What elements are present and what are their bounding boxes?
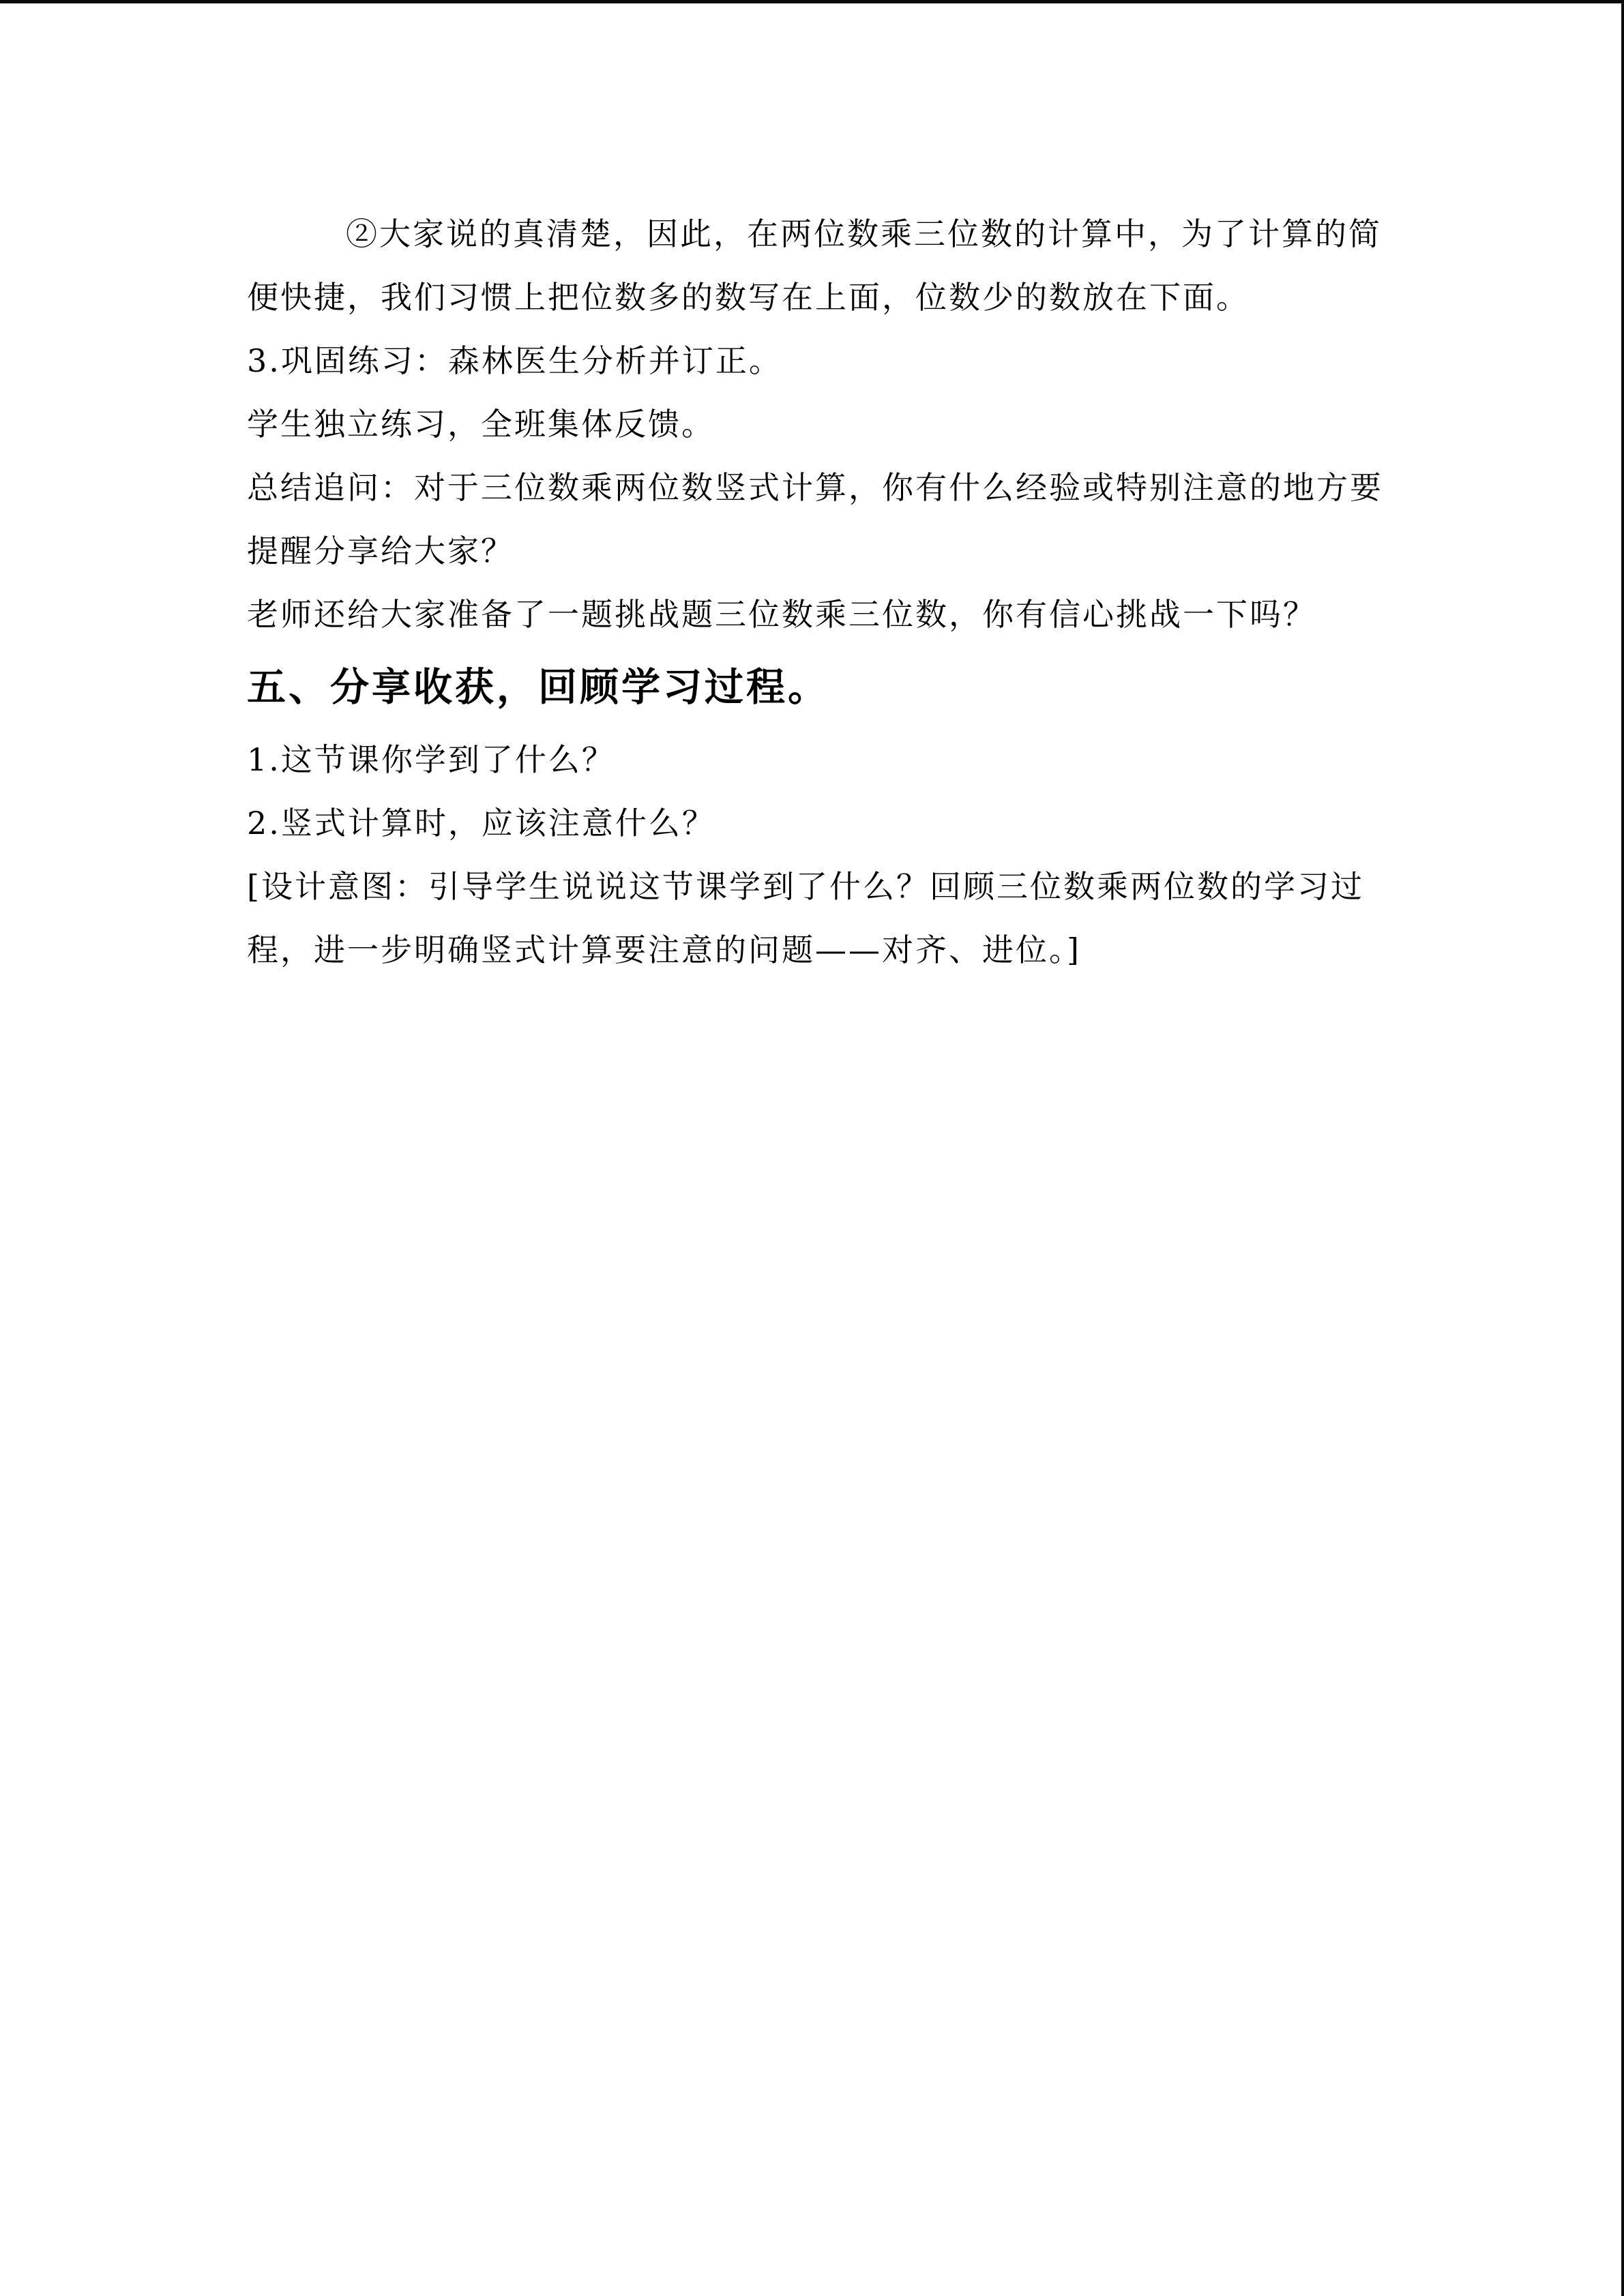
numbered-item-line: 3.巩固练习：森林医生分析并订正。 <box>247 342 782 379</box>
paragraph-line: 提醒分享给大家？ <box>247 533 514 569</box>
scan-top-edge-artifact <box>0 0 1624 3</box>
paragraph-line: ②大家说的真清楚，因此，在两位数乘三位数的计算中，为了计算的简 <box>346 215 1382 252</box>
paragraph-line: 学生独立练习，全班集体反馈。 <box>247 406 715 443</box>
numbered-item-line: 2.竖式计算时，应该注意什么？ <box>247 805 715 841</box>
document-text-block <box>247 203 1389 982</box>
design-intent-line: 程，进一步明确竖式计算要注意的问题——对齐、进位。] <box>247 931 1081 968</box>
scan-right-edge-artifact <box>1621 0 1624 2296</box>
section-heading: 五、分享收获，回顾学习过程。 <box>247 664 829 710</box>
paragraph-line: 总结追问：对于三位数乘两位数竖式计算，你有什么经验或特别注意的地方要 <box>247 469 1383 506</box>
paragraph-line: 老师还给大家准备了一题挑战题三位数乘三位数，你有信心挑战一下吗？ <box>247 596 1316 633</box>
paragraph-line: 便快捷，我们习惯上把位数多的数写在上面，位数少的数放在下面。 <box>247 279 1250 316</box>
numbered-item-line: 1.这节课你学到了什么？ <box>247 741 615 778</box>
design-intent-line: [设计意图：引导学生说说这节课学到了什么？回顾三位数乘两位数的学习过 <box>247 868 1364 905</box>
